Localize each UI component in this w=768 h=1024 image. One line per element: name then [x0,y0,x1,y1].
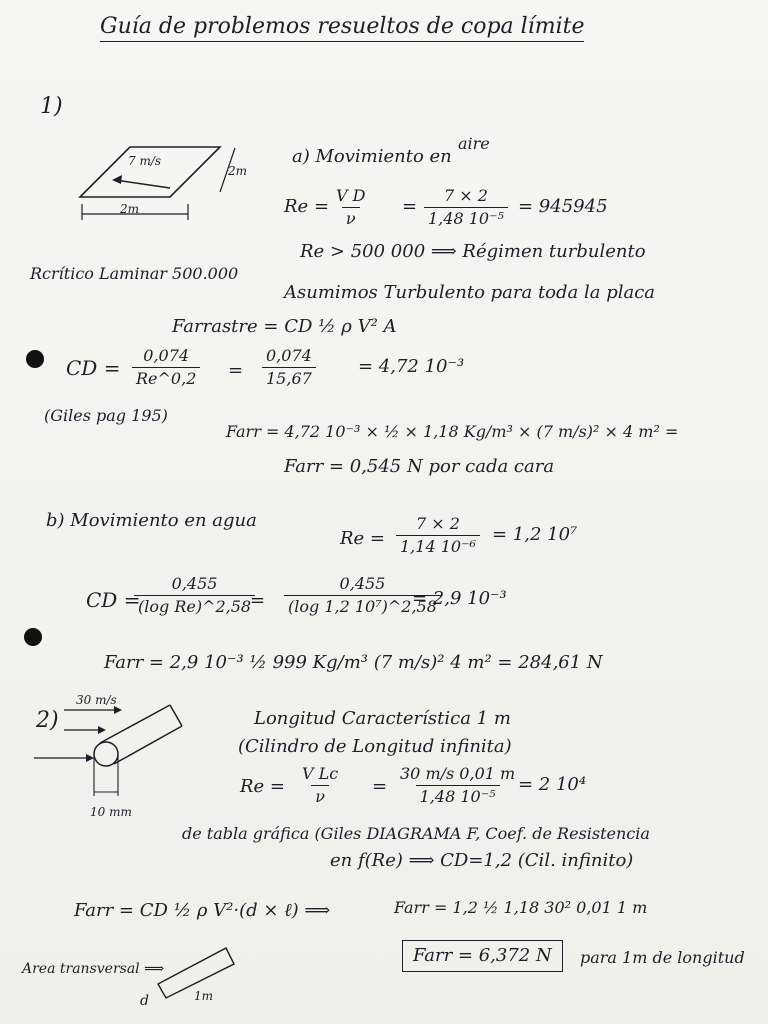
equals-sign: = [228,360,244,381]
part-a-heading: a) Movimiento en [292,146,452,167]
part-b-heading: b) Movimiento en agua [46,510,257,531]
cd-numerator-values: 0,074 [266,346,312,365]
cd-b-value: = 2,9 10⁻³ [412,588,507,609]
problem-2-number: 2) [36,708,59,733]
table-reference: de tabla gráfica (Giles DIAGRAMA F, Coef. de Resistencia [182,824,650,843]
reynolds-b-label: Re = [340,528,386,549]
cd-b-numerator: 0,455 [171,574,218,593]
area-length-label: 1m [194,989,214,1003]
reynolds-2-label: Re = [240,776,286,797]
reynolds-b-numerator: 7 × 2 [416,514,460,533]
reference-giles: (Giles pag 195) [44,406,168,425]
reynolds-2-value: = 2 10⁴ [518,774,587,795]
reynolds-label: Re [284,196,309,217]
characteristic-length: Longitud Característica 1 m [254,708,511,729]
drag-result: Farr = 0,545 N por cada cara [284,456,555,477]
drag-calculation: Farr = 4,72 10⁻³ × ½ × 1,18 Kg/m³ × (7 m/s)² × 4 m² = [226,422,679,441]
equals-sign: = [372,776,388,797]
reynolds-numerator-values: 7 × 2 [444,186,488,205]
reynolds-fraction-values [424,188,508,227]
cd-b-label: CD = [86,588,141,612]
regime-statement: Re > 500 000 ⟹ Régimen turbulento [300,241,646,262]
reynolds-numerator: V D [336,186,366,205]
reynolds-2-denominator: ν [311,785,329,805]
cylinder-note: (Cilindro de Longitud infinita) [238,736,512,757]
cd-denominator-values: 15,67 [262,367,316,387]
bullet-marker [26,350,44,368]
area-d-label: d [140,993,149,1009]
plate-bottom-dimension: 2m [120,202,140,216]
plate-figure [70,140,270,230]
reynolds-2-fraction [298,766,342,805]
reynolds-b-value: = 1,2 10⁷ [492,524,578,545]
cylinder-figure [30,700,190,810]
cylinder-diameter-label: 10 mm [90,805,132,819]
cd-numerator: 0,074 [143,346,190,365]
reynolds-2-denominator-values: 1,48 10⁻⁵ [416,785,500,805]
part-a-medium: aire [458,134,490,153]
equals-sign: = [402,196,418,217]
reynolds-fraction [332,188,369,227]
drag-2-substitution: Farr = 1,2 ½ 1,18 30² 0,01 1 m [394,898,648,917]
per-length-note: para 1m de longitud [580,948,745,967]
final-answer: Farr = 6,372 N [413,945,552,966]
plate-side-dimension: 2m [228,164,248,178]
drag-b-result: Farr = 2,9 10⁻³ ½ 999 Kg/m³ (7 m/s)² 4 m² = 284,61 N [104,652,603,673]
cd-value: = 4,72 10⁻³ [358,356,465,377]
reynolds-2-fraction-values [396,766,519,805]
reynolds-2-numerator: V Lc [302,764,339,783]
cd-fraction [132,348,200,387]
plate-velocity-label: 7 m/s [128,154,162,168]
cd-label: CD = [66,356,121,380]
reynolds-b-denominator: 1,14 10⁻⁶ [396,535,480,555]
cd-b-fraction [134,576,255,615]
page-title: Guía de problemos resueltos de copa límite [100,14,584,42]
drag-formula: Farrastre = CD ½ ρ V² A [172,316,397,337]
final-answer-box [402,940,563,972]
cd-b-numerator-values: 0,455 [339,574,386,593]
cd-denominator: Re^0,2 [132,367,200,387]
turbulent-assumption: Asumimos Turbulento para toda la placa [284,282,656,303]
cd-b-denominator: (log Re)^2,58 [134,595,255,615]
cylinder-velocity-label: 30 m/s [76,693,117,707]
equals-sign: = [314,196,330,217]
drag-2-formula: Farr = CD ½ ρ V²·(d × ℓ) ⟹ [74,900,331,921]
reynolds-b-fraction [396,516,480,555]
cd-fraction-values [262,348,316,387]
reynolds-2-numerator-values: 30 m/s 0,01 m [400,764,516,783]
critical-reynolds: Rcrítico Laminar 500.000 [30,264,239,283]
reynolds-value: = 945945 [518,196,608,217]
cd-from-table: en f(Re) ⟹ CD=1,2 (Cil. infinito) [330,850,634,871]
equals-sign: = [250,590,266,611]
area-label: Area transversal ⟹ [22,961,165,977]
reynolds-denominator-values: 1,48 10⁻⁵ [424,207,508,227]
reynolds-denominator: ν [342,207,360,227]
bullet-marker [24,628,42,646]
problem-1-number: 1) [40,94,63,119]
cd-b-denominator-values: (log 1,2 10⁷)^2,58 [284,595,441,615]
